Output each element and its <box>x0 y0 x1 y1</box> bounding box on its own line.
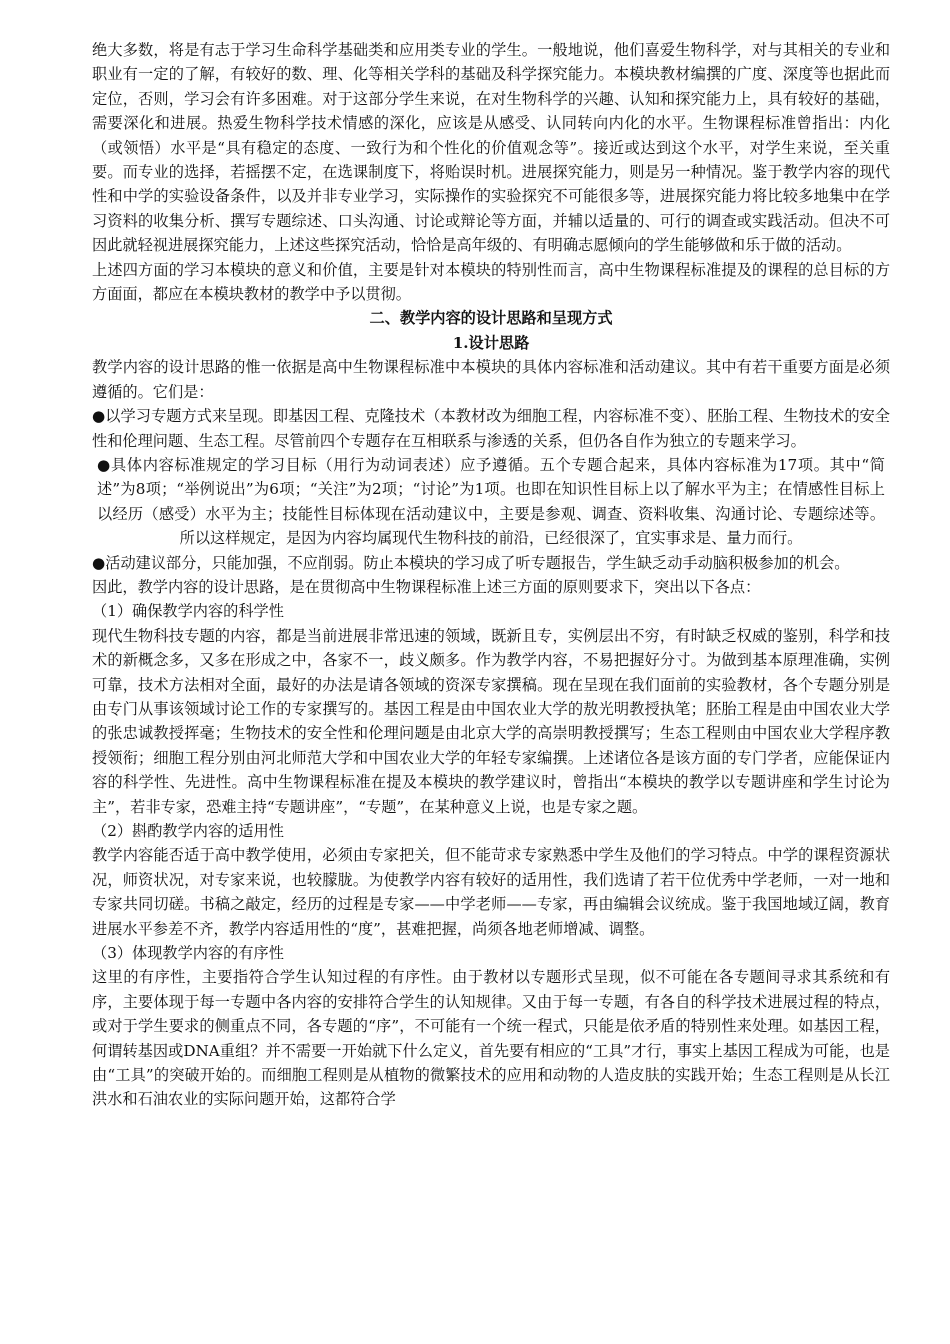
bullet-item: ●以学习专题方式来呈现。即基因工程、克隆技术（本教材改为细胞工程，内容标准不变）、胚胎工程、生物技术的安全性和伦理问题、生态工程。尽管前四个专题存在互相联系与渗透的关系，但仍各自作为独立的专题来学习。 <box>92 407 890 450</box>
body-paragraph: 教学内容的设计思路的惟一依据是高中生物课程标准中本模块的具体内容标准和活动建议。其中有若干重要方面是必须遵循的。它们是： <box>92 358 890 401</box>
bullet-item: ●具体内容标准规定的学习目标（用行为动词表述）应予遵循。五个专题合起来，具体内容标准为17项。其中“简述”为8项；“举例说出”为6项；“关注”为2项；“讨论”为1项。也即在知识性目标上以了解水平为主；在情感性目标上以经历（感受）水平为主；技能性目标体现在活动建议中，主要是参观、调查、资料收集、沟通讨论、专题综述等。所以这样规定，是因为内容均属现代生物科技的前沿，已经很深了，宜实事求是、量力而行。 <box>97 455 885 548</box>
body-paragraph: 这里的有序性，主要指符合学生认知过程的有序性。由于教材以专题形式呈现，似不可能在各专题间寻求其系统和有序，主要体现于每一专题中各内容的安排符合学生的认知规律。又由于每一专题，有各自的科学技术进展过程的特点，或对于学生要求的侧重点不同，各专题的“序”，不可能有一个统一程式，只能是依矛盾的特别性来处理。如基因工程，何谓转基因或DNA重组？并不需要一开始就下什么定义，首先要有相应的“工具”才行，事实上基因工程成为可能，也是由“工具”的突破开始的。而细胞工程则是从植物的微繁技术的应用和动物的人造皮肤的实践开始；生态工程则是从长江洪水和石油农业的实际问题开始，这都符合学 <box>92 968 890 1109</box>
body-paragraph: 因此，教学内容的设计思路，是在贯彻高中生物课程标准上述三方面的原则要求下，突出以下各点： <box>92 577 761 596</box>
point-heading: （1）确保教学内容的科学性 <box>92 602 284 621</box>
point-heading: （3）体现教学内容的有序性 <box>92 944 284 963</box>
body-paragraph: 上述四方面的学习本模块的意义和价值，主要是针对本模块的特别性而言，高中生物课程标准提及的课程的总目标的方方面面，都应在本模块教材的教学中予以贯彻。 <box>92 260 890 304</box>
subsection-heading: 1.设计思路 <box>452 333 530 352</box>
body-paragraph: 教学内容能否适于高中教学使用，必须由专家把关，但不能苛求专家熟悉中学生及他们的学习特点。中学的课程资源状况，师资状况，对专家来说，也较朦胧。为使教学内容有较好的适用性，我们选请了若干位优秀中学老师，一对一地和专家共同切磋。书稿之敲定，经历的过程是专家——中学老师——专家，再由编辑会议统成。鉴于我国地域辽阔，教育进展水平参差不齐，教学内容适用性的“度”，甚难把握，尚须各地老师增减、调整。 <box>92 846 890 938</box>
section-heading: 二、教学内容的设计思路和呈现方式 <box>369 309 613 328</box>
body-paragraph: 现代生物科技专题的内容，都是当前进展非常迅速的领域，既新且专，实例层出不穷，有时缺乏权威的鉴别，科学和技术的新概念多，又多在形成之中，各家不一，歧义颇多。作为教学内容，不易把握好分寸。为做到基本原理准确，实例可靠，技术方法相对全面，最好的办法是请各领域的资深专家撰稿。现在呈现在我们面前的实验教材，各个专题分别是由专门从事该领域讨论工作的专家撰写的。基因工程是由中国农业大学的敖光明教授执笔；胚胎工程是由中国农业大学的张忠诚教授挥毫；生物技术的安全性和伦理问题是由北京大学的高崇明教授撰写；生态工程则由中国农业大学程序教授领衔；细胞工程分别由河北师范大学和中国农业大学的年轻专家编撰。上述诸位各是该方面的专门学者，应能保证内容的科学性、先进性。高中生物课程标准在提及本模块的教学建议时，曾指出“本模块的教学以专题讲座和学生讨论为主”，若非专家，恐难主持“专题讲座”，“专题”，在某种意义上说，也是专家之题。 <box>92 626 890 816</box>
bullet-item: ●活动建议部分，只能加强，不应削弱。防止本模块的学习成了听专题报告，学生缺乏动手动脑积极参加的机会。 <box>92 553 850 572</box>
point-heading: （2）斟酌教学内容的适用性 <box>92 822 284 840</box>
body-paragraph: 绝大多数，将是有志于学习生命科学基础类和应用类专业的学生。一般地说，他们喜爱生物科学，对与其相关的专业和职业有一定的了解，有较好的数、理、化等相关学科的基础及科学探究能力。本模块教材编撰的广度、深度等也据此而定位，否则，学习会有许多困难。对于这部分学生来说，在对生物科学的兴趣、认知和探究能力上，具有较好的基础，需要深化和进展。热爱生物科学技术情感的深化，应该是从感受、认同转向内化的水平。生物课程标准曾指出：内化（或领悟）水平是“具有稳定的态度、一致行为和个性化的价值观念等”。接近或达到这个水平，对学生来说，至关重要。而专业的选择，若摇摆不定，在选课制度下，将贻误时机。进展探究能力，则是另一种情况。鉴于教学内容的现代性和中学的实验设备条件，以及并非专业学习，实际操作的实验探究不可能很多等，进展探究能力将比较多地集中在学习资料的收集分析、撰写专题综述、口头沟通、讨论或辩论等方面，并辅以适量的、可行的调查或实践活动。但决不可因此就轻视进展探究能力，上述这些探究活动，恰恰是高年级的、有明确志愿倾向的学生能够做和乐于做的活动。 <box>92 41 890 255</box>
